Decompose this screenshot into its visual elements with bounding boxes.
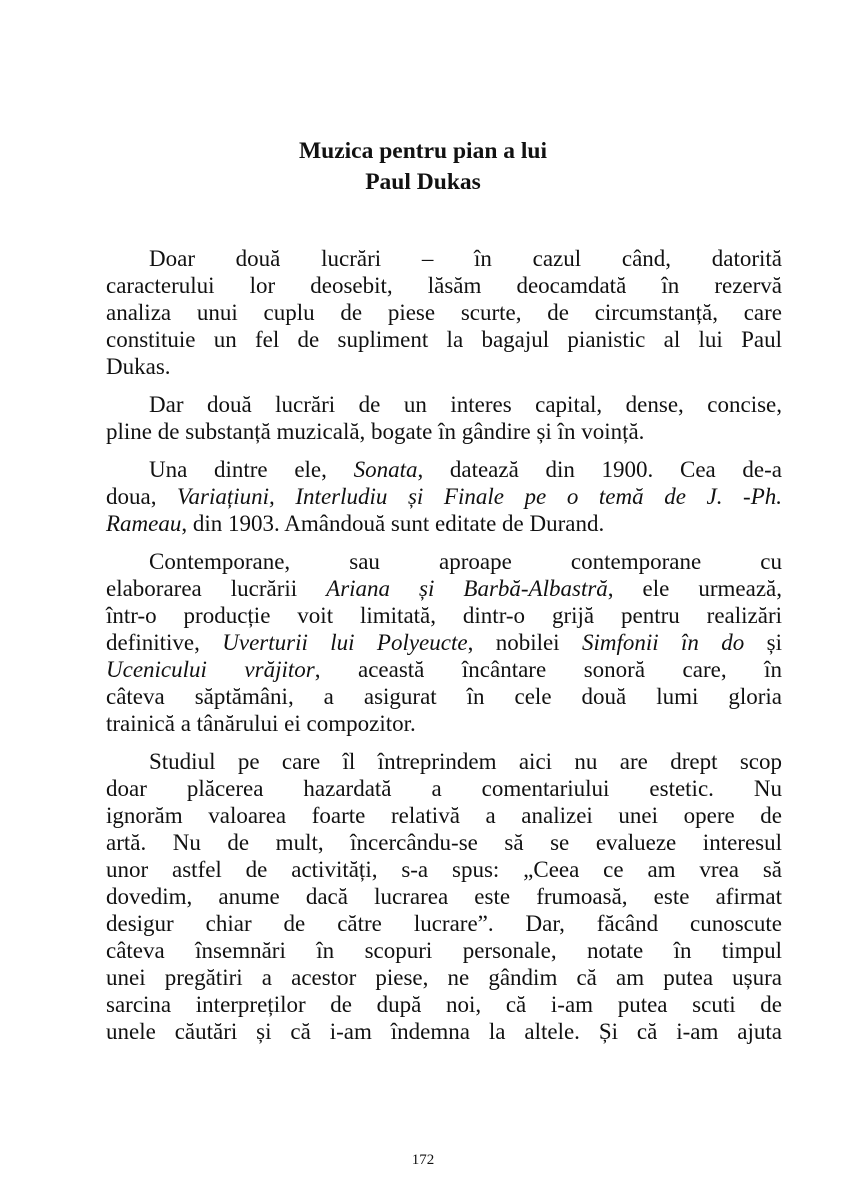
text-segment: trainică a tânărului ei compozitor.	[106, 711, 416, 736]
text-segment: caracterului lor deosebit, lăsăm deocamdată în rezervă	[106, 273, 782, 298]
text-line	[106, 856, 782, 883]
paragraph	[106, 245, 782, 380]
text-segment: unei pregătiri a acestor piese, ne gândim că am putea ușura	[106, 965, 782, 990]
text-line	[106, 602, 782, 629]
text-segment: unele căutări și că i-am îndemna la altele. Și că i-am ajuta	[106, 1019, 782, 1044]
text-segment: Doar două lucrări – în cazul când, datorită	[149, 246, 782, 271]
text-segment: dovedim, anume dacă lucrarea este frumoasă, este afirmat	[106, 884, 782, 909]
text-line	[106, 910, 782, 937]
text-line	[106, 656, 782, 683]
text-line	[106, 629, 782, 656]
text-line	[106, 1018, 782, 1045]
text-line	[106, 272, 782, 299]
text-line	[106, 964, 782, 991]
paragraph	[106, 748, 782, 1045]
text-segment: definitive,	[106, 630, 223, 655]
text-line	[106, 418, 782, 445]
text-line	[106, 391, 782, 418]
text-line	[106, 483, 782, 510]
text-segment: câteva însemnări în scopuri personale, notate în timpul	[106, 938, 782, 963]
italic-title-text: Ariana și Barbă-Albastră	[326, 576, 608, 601]
chapter-title-line: Paul Dukas	[365, 169, 481, 195]
text-line	[106, 683, 782, 710]
text-line	[106, 299, 782, 326]
text-segment: analiza unui cuplu de piese scurte, de circumstanță, care	[106, 300, 782, 325]
italic-title-text: Rameau	[106, 511, 182, 536]
text-line	[106, 829, 782, 856]
text-segment: elaborarea lucrării	[106, 576, 327, 601]
text-segment: Dukas.	[106, 354, 171, 379]
text-line	[106, 883, 782, 910]
text-line	[106, 245, 782, 272]
text-segment: sarcina interpreților de după noi, că i-am putea scuti de	[106, 992, 782, 1017]
text-line	[106, 748, 782, 775]
text-line	[106, 326, 782, 353]
text-segment: ignorăm valoarea foarte relativă a analizei unei opere de	[106, 803, 782, 828]
paragraph	[106, 456, 782, 537]
text-segment: și	[744, 630, 782, 655]
text-line	[106, 710, 782, 737]
text-segment: Studiul pe care îl întreprindem aici nu are drept scop	[149, 749, 782, 774]
paragraph	[106, 391, 782, 445]
text-segment: într-o producție voit limitată, dintr-o grijă pentru realizări	[106, 603, 782, 628]
text-segment: Una dintre ele,	[149, 457, 354, 482]
text-line	[106, 937, 782, 964]
text-segment: doar plăcerea hazardată a comentariului estetic. Nu	[106, 776, 782, 801]
text-line	[106, 802, 782, 829]
text-segment: , nobilei	[467, 630, 582, 655]
page-number: 172	[411, 1152, 435, 1168]
text-segment: câteva săptămâni, a asigurat în cele două lumi gloria	[106, 684, 782, 709]
text-line	[106, 548, 782, 575]
text-segment: Contemporane, sau aproape contemporane cu	[149, 549, 782, 574]
chapter-title	[0, 136, 846, 198]
text-line	[106, 510, 782, 537]
text-segment: , ele urmează,	[607, 576, 782, 601]
body-text	[106, 245, 782, 1056]
chapter-title-line: Muzica pentru pian a lui	[298, 138, 548, 164]
italic-title-text: Ucenicului vrăjitor	[106, 657, 315, 682]
text-segment: Dar două lucrări de un interes capital, dense, concise,	[149, 392, 782, 417]
italic-title-text: Uverturii lui Polyeucte	[222, 630, 468, 655]
text-segment: artă. Nu de mult, încercându-se să se evalueze interesul	[106, 830, 782, 855]
text-line	[106, 575, 782, 602]
text-segment: , această încântare sonoră care, în	[314, 657, 782, 682]
italic-title-text: Variațiuni, Interludiu și Finale pe o temă de J. -Ph.	[177, 484, 782, 509]
text-line	[106, 353, 782, 380]
text-segment: desigur chiar de către lucrare”. Dar, făcând cunoscute	[106, 911, 782, 936]
text-line	[106, 456, 782, 483]
text-segment: unor astfel de activități, s-a spus: „Ceea ce am vrea să	[106, 857, 782, 882]
text-segment: , datează din 1900. Cea de-a	[417, 457, 782, 482]
text-line	[106, 991, 782, 1018]
text-segment: constituie un fel de supliment la bagajul pianistic al lui Paul	[106, 327, 782, 352]
text-segment: pline de substanță muzicală, bogate în gândire și în voință.	[106, 419, 645, 444]
text-line	[106, 775, 782, 802]
paragraph	[106, 548, 782, 737]
italic-title-text: Sonata	[353, 457, 418, 482]
text-segment: doua,	[106, 484, 178, 509]
text-segment: , din 1903. Amândouă sunt editate de Durand.	[181, 511, 605, 536]
italic-title-text: Simfonii în do	[581, 630, 745, 655]
